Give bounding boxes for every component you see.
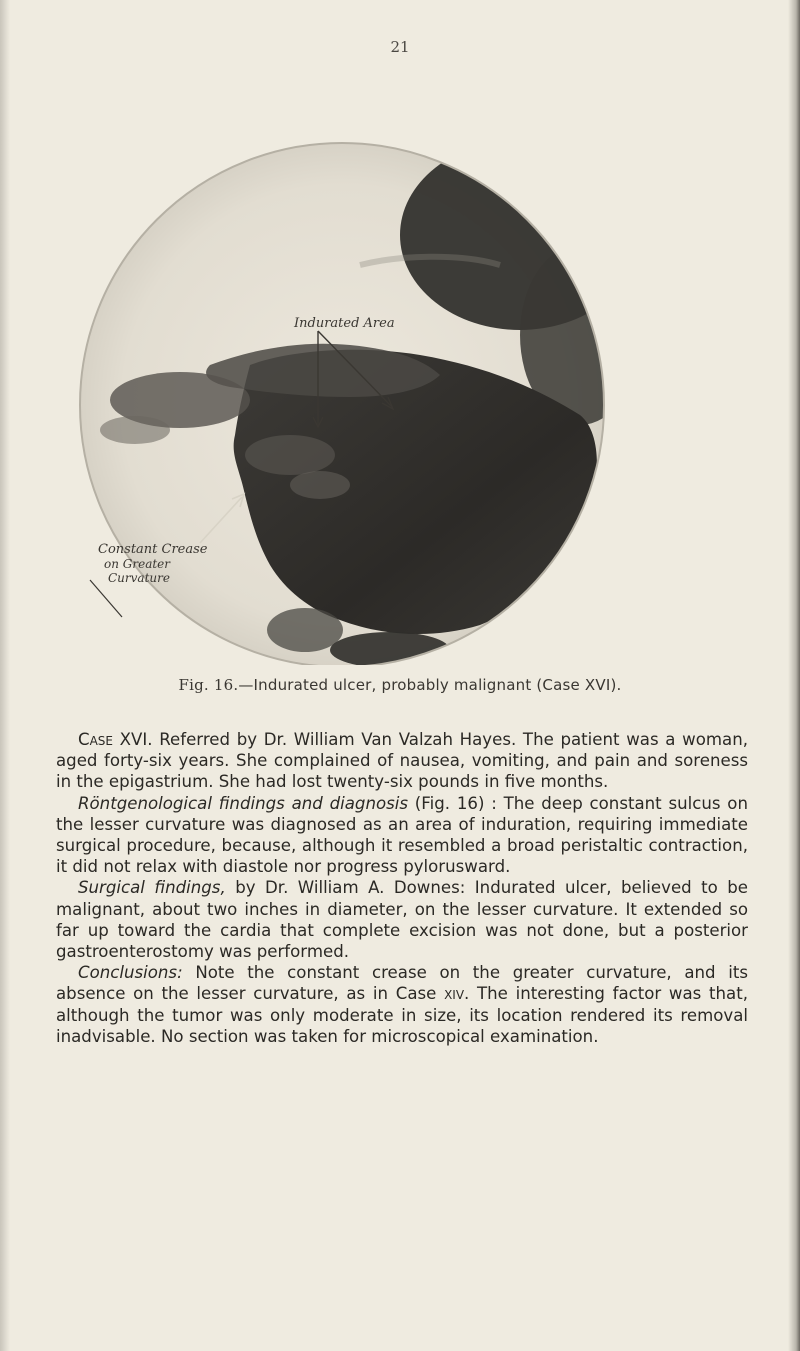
paragraph-surgical-findings <box>56 877 748 962</box>
annotation-constant-crease-line3: Curvature <box>108 571 170 585</box>
annotation-constant-crease-line2: on Greater <box>104 557 171 571</box>
annotation-indurated-area: Indurated Area <box>294 316 395 331</box>
roentgen-heading: Röntgenological findings and diagnosis <box>78 793 409 813</box>
xray-figure <box>60 135 625 665</box>
conclusions-text-2: . The interesting factor was that, although the tumor was only moderate in size, its location rendered its removal inadvisable. No section was taken for microscopical examination. <box>56 984 748 1046</box>
left-small-shadow <box>100 416 170 444</box>
surgical-heading: Surgical findings, <box>78 878 226 898</box>
figure-caption <box>0 676 800 694</box>
page-number: 21 <box>390 38 410 56</box>
article-body <box>56 729 748 1047</box>
surgical-text: by Dr. William A. Downes: Indurated ulcer, believed to be malignant, about two inches in diameter, on the lesser curvature. It extended so far up toward the cardia that complete excision was not done, but a posterior gastroenterostomy was performed. <box>56 878 748 962</box>
conclusions-case-ref: xiv <box>444 984 465 1004</box>
pointer-lower-annotation <box>90 580 122 617</box>
roentgen-text: (Fig. 16) : The deep constant sulcus on the lesser curvature was diagnosed as an area of induration, requiring immediate surgical procedure, because, although it resembled a broad peristaltic contraction, it did not relax with diastole nor progress pylorusward. <box>56 793 748 877</box>
paragraph-conclusions <box>56 962 748 1047</box>
annotation-constant-crease-line1: Constant Crease <box>98 542 208 557</box>
bottom-blob <box>267 608 343 652</box>
conclusions-heading: Conclusions: <box>78 963 183 983</box>
conclusions-text-1: Note the constant crease on the greater curvature, and its absence on the lesser curvature, as in Case <box>56 963 748 1004</box>
paragraph-roentgen-findings <box>56 793 748 878</box>
figure-label: Fig. 16. <box>178 676 239 694</box>
figure-caption-text: —Indurated ulcer, probably malignant (Case XVI). <box>238 676 622 694</box>
paragraph-case-intro <box>56 729 748 793</box>
case-heading: Case XVI. <box>78 730 153 749</box>
case-intro-text: Referred by Dr. William Van Valzah Hayes. The patient was a woman, aged forty-six years. She complained of nausea, vomiting, and pain and soreness in the epigastrium. She had lost twenty-six pounds in five months. <box>56 730 748 792</box>
